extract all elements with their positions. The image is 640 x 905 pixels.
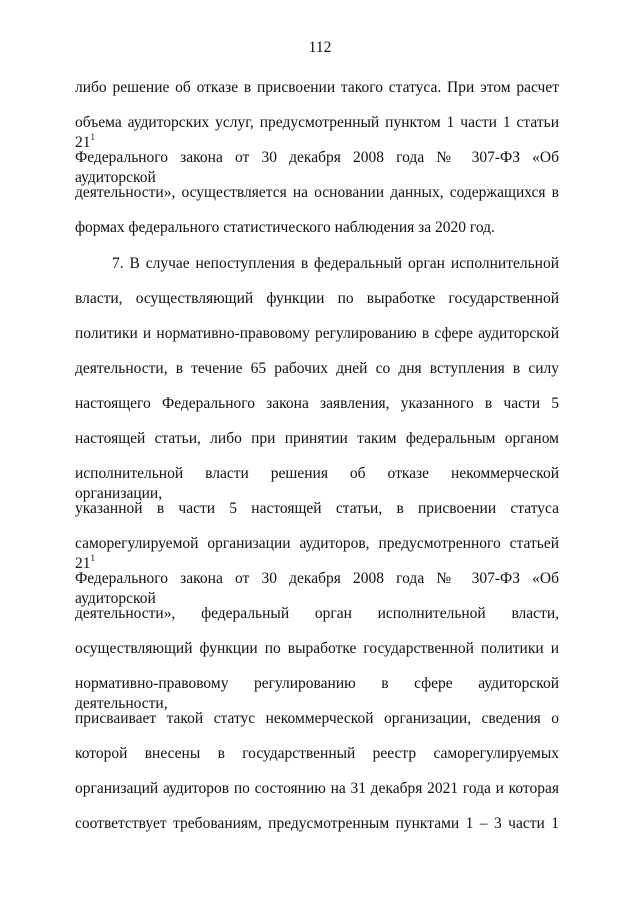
line-text: нормативно-правовому регулированию в сфере аудиторской деятельности, <box>75 675 559 712</box>
line-text: власти, осуществляющий функции по выработке государственной <box>75 290 559 307</box>
line-text: указанной в части 5 настоящей статьи, в присвоении статуса <box>75 500 559 517</box>
text-line <box>75 674 559 714</box>
line-text: настоящего Федерального закона заявления, указанного в части 5 <box>75 395 559 412</box>
text-line <box>75 218 559 238</box>
line-text: исполнительной власти решения об отказе некоммерческой организации, <box>75 465 559 502</box>
line-text: формах федерального статистического наблюдения за 2020 год. <box>75 219 495 236</box>
line-text: Федерального закона от 30 декабря 2008 года № 307-ФЗ «Об аудиторской <box>75 149 559 186</box>
text-line <box>75 394 559 414</box>
line-text: организаций аудиторов по состоянию на 31 декабря 2021 года и которая <box>75 780 559 797</box>
text-line <box>75 289 559 309</box>
text-line <box>75 429 559 449</box>
line-text: деятельности», осуществляется на основании данных, содержащихся в <box>75 184 559 201</box>
line-text: осуществляющий функции по выработке государственной политики и <box>75 640 559 657</box>
line-text: соответствует требованиям, предусмотренным пунктами 1 – 3 части 1 <box>75 815 559 832</box>
text-line <box>75 814 559 834</box>
text-line <box>75 324 559 344</box>
line-text: либо решение об отказе в присвоении такого статуса. При этом расчет <box>75 79 559 96</box>
text-line <box>75 499 559 519</box>
line-text: настоящей статьи, либо при принятии таким федеральным органом <box>75 430 559 447</box>
line-text: которой внесены в государственный реестр саморегулируемых <box>75 745 559 762</box>
text-line <box>75 604 559 624</box>
text-line <box>75 779 559 799</box>
text-line <box>75 569 559 609</box>
text-line <box>75 148 559 188</box>
line-text: Федерального закона от 30 декабря 2008 года № 307-ФЗ «Об аудиторской <box>75 570 559 607</box>
text-line <box>75 709 559 729</box>
superscript: 1 <box>90 553 95 563</box>
line-text: 7. В случае непоступления в федеральный орган исполнительной <box>112 255 559 272</box>
text-line <box>75 464 559 504</box>
text-line <box>75 183 559 203</box>
line-text: деятельности», федеральный орган исполнительной власти, <box>75 605 559 622</box>
superscript: 1 <box>90 132 95 142</box>
paragraph-start-line <box>112 254 559 274</box>
line-text: присваивает такой статус некоммерческой организации, сведения о <box>75 710 559 727</box>
line-text: объема аудиторских услуг, предусмотренный пунктом 1 части 1 статьи 21 <box>75 114 559 151</box>
text-line <box>75 744 559 764</box>
text-line <box>75 359 559 379</box>
line-text: политики и нормативно-правовому регулированию в сфере аудиторской <box>75 325 559 342</box>
line-text: деятельности, в течение 65 рабочих дней со дня вступления в силу <box>75 360 559 377</box>
text-line <box>75 639 559 659</box>
line-text: саморегулируемой организации аудиторов, предусмотренного статьей 21 <box>75 535 559 572</box>
text-line <box>75 78 559 98</box>
page-number: 112 <box>308 39 332 56</box>
